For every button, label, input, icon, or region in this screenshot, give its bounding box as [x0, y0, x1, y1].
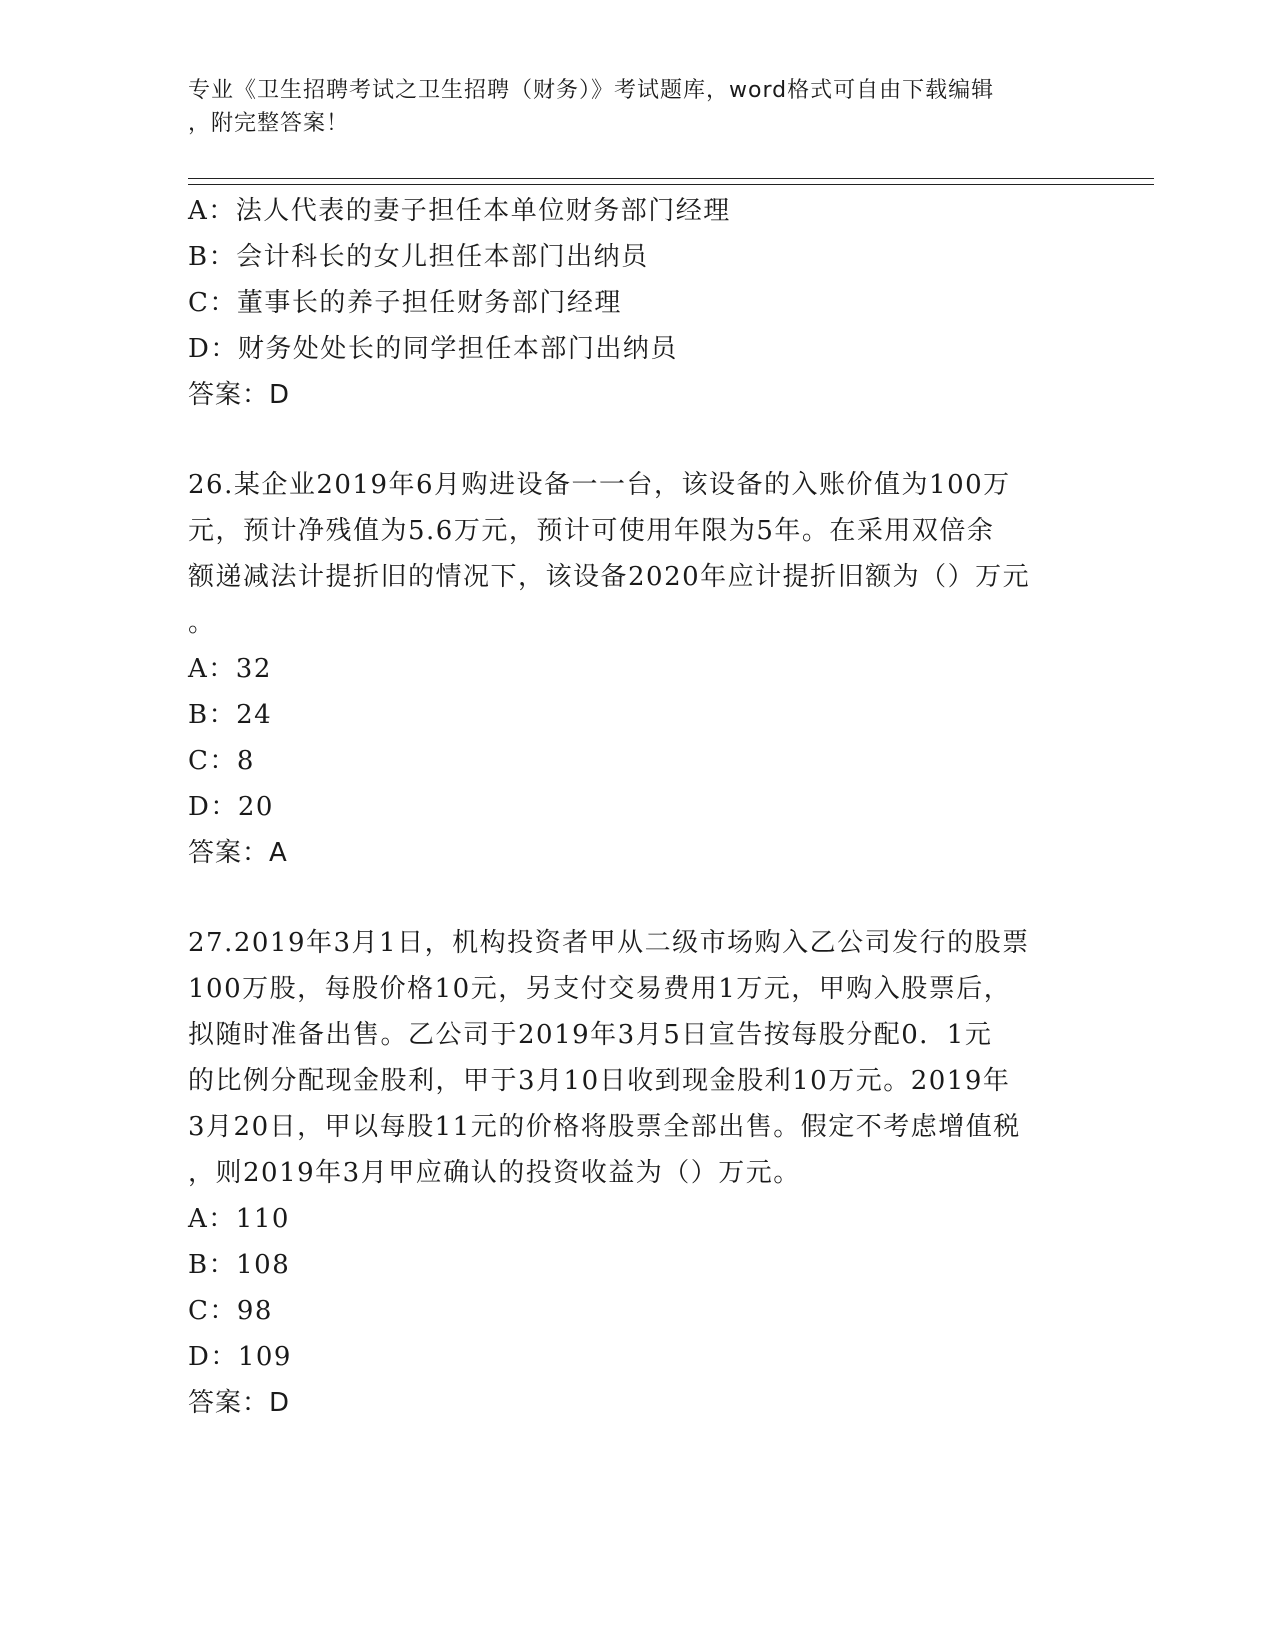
- answer-label: 答案：A: [188, 838, 288, 868]
- option-b: B：会计科长的女儿担任本部门出纳员: [188, 242, 649, 272]
- question-line: 额递减法计提折旧的情况下，该设备2020年应计提折旧额为（）万元: [188, 562, 1031, 592]
- document-header: [188, 74, 1068, 140]
- question-line: 26.某企业2019年6月购进设备一一台，该设备的入账价值为100万: [188, 470, 1011, 500]
- question-line: 3月20日，甲以每股11元的价格将股票全部出售。假定不考虑增值税: [188, 1112, 1021, 1142]
- answer-label: 答案：D: [188, 380, 291, 410]
- header-divider-bottom: [188, 184, 1154, 185]
- question-line: 元，预计净残值为5.6万元，预计可使用年限为5年。在采用双倍余: [188, 516, 995, 546]
- option-d: D：109: [188, 1342, 292, 1372]
- question-line: 拟随时准备出售。乙公司于2019年3月5日宣告按每股分配0．1元: [188, 1020, 993, 1050]
- question-line: ，则2019年3月甲应确认的投资收益为（）万元。: [188, 1158, 801, 1188]
- question-line: 100万股，每股价格10元，另支付交易费用1万元，甲购入股票后，: [188, 974, 1012, 1004]
- option-a: A：110: [188, 1204, 290, 1234]
- option-a: A：32: [188, 654, 272, 684]
- header-divider-top: [188, 178, 1154, 179]
- question-line: 。: [188, 608, 216, 638]
- option-b: B：24: [188, 700, 273, 730]
- header-line-2: ，附完整答案！: [188, 111, 350, 136]
- question-26: [188, 462, 1088, 876]
- question-27: [188, 920, 1088, 1426]
- option-c: C：董事长的养子担任财务部门经理: [188, 288, 622, 318]
- header-line-1: 专业《卫生招聘考试之卫生招聘（财务）》考试题库，word格式可自由下载编辑: [188, 78, 995, 103]
- option-a: A：法人代表的妻子担任本单位财务部门经理: [188, 196, 731, 226]
- question-line: 27.2019年3月1日，机构投资者甲从二级市场购入乙公司发行的股票: [188, 928, 1030, 958]
- option-c: C：8: [188, 746, 255, 776]
- option-d: D：20: [188, 792, 274, 822]
- document-body: [188, 188, 1088, 1426]
- option-d: D：财务处处长的同学担任本部门出纳员: [188, 334, 678, 364]
- question-text: [188, 920, 1088, 1196]
- option-b: B：108: [188, 1250, 291, 1280]
- option-c: C：98: [188, 1296, 273, 1326]
- question-block-previous: [188, 188, 1088, 418]
- question-line: 的比例分配现金股利，甲于3月10日收到现金股利10万元。2019年: [188, 1066, 1011, 1096]
- answer-label: 答案：D: [188, 1388, 291, 1418]
- question-text: [188, 462, 1088, 646]
